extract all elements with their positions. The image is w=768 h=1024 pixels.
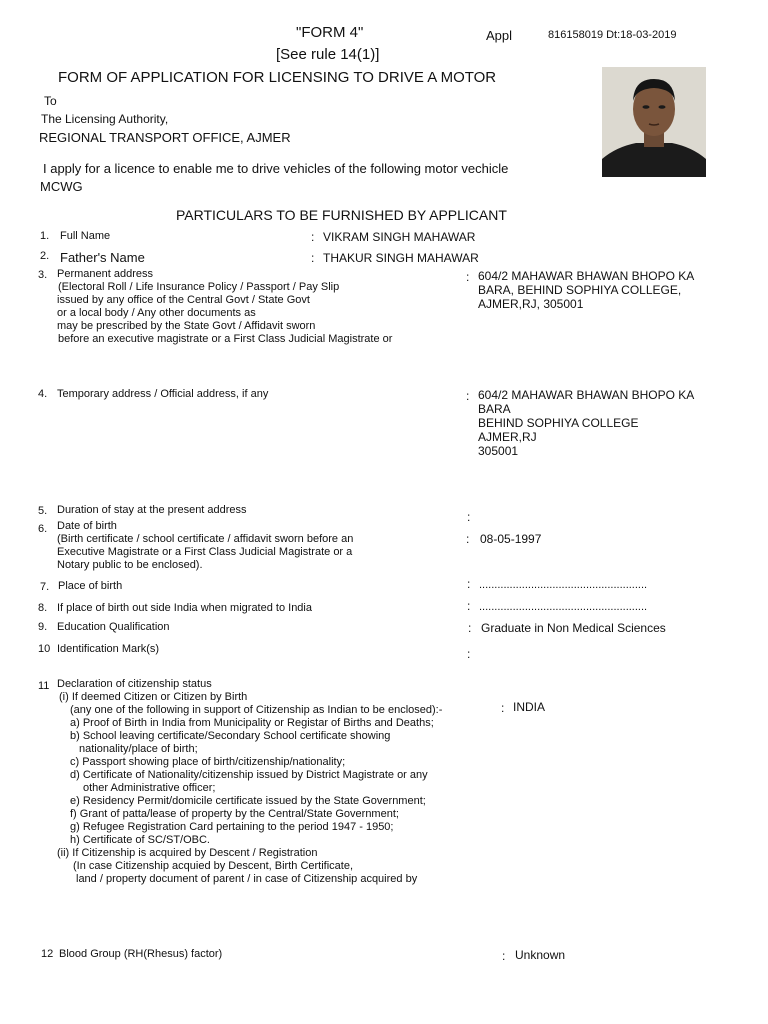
label-line: Permanent address <box>57 268 153 280</box>
citizenship-declaration-label <box>57 678 442 886</box>
full-name-label: Full Name <box>60 230 111 242</box>
date-of-birth-label <box>57 520 353 572</box>
field-number: 11 <box>38 680 50 692</box>
label-line: land / property document of parent / in case of Citizenship acquired by <box>76 873 418 885</box>
education-label: Education Qualification <box>57 621 170 633</box>
field-separator: : <box>467 510 471 524</box>
label-line: f) Grant of patta/lease of property by the Central/State Government; <box>70 808 399 820</box>
field-separator: : <box>466 270 470 284</box>
address-line: BEHIND SOPHIYA COLLEGE <box>478 416 639 430</box>
field-number: 2. <box>40 250 50 262</box>
field-separator: : <box>466 532 470 546</box>
field-separator: : <box>467 599 471 613</box>
blood-group-value: Unknown <box>515 948 566 962</box>
place-of-birth-value: ....................................................... <box>479 579 648 591</box>
field-number: 9. <box>38 621 48 633</box>
address-line: BARA, BEHIND SOPHIYA COLLEGE, <box>478 283 682 297</box>
label-line: e) Residency Permit/domicile certificate issued by the State Government; <box>70 795 426 807</box>
permanent-address-label <box>57 268 392 346</box>
field-number: 3. <box>38 269 48 281</box>
field-separator: : <box>501 701 505 715</box>
citizenship-value: INDIA <box>513 700 546 714</box>
label-line: (Birth certificate / school certificate / affidavit sworn before an <box>57 533 354 545</box>
address-line: BARA <box>478 402 511 416</box>
label-line: d) Certificate of Nationality/citizenship issued by District Magistrate or any <box>70 769 428 781</box>
label-line: Date of birth <box>57 520 117 532</box>
form-number: "FORM 4" <box>296 24 364 41</box>
to-label: To <box>44 94 57 108</box>
form-title: FORM OF APPLICATION FOR LICENSING TO DRIVE A MOTOR <box>58 69 497 86</box>
father-name-value: THAKUR SINGH MAHAWAR <box>323 251 479 265</box>
address-line: AJMER,RJ <box>478 430 537 444</box>
label-line: g) Refugee Registration Card pertaining to the period 1947 - 1950; <box>70 821 394 833</box>
migration-value: ....................................................... <box>479 601 648 613</box>
address-line: 604/2 MAHAWAR BHAWAN BHOPO KA <box>478 388 695 402</box>
vehicle-class: MCWG <box>40 179 83 194</box>
field-separator: : <box>467 647 471 661</box>
label-line: issued by any office of the Central Govt / State Govt <box>57 294 310 306</box>
rto-office: REGIONAL TRANSPORT OFFICE, AJMER <box>39 130 291 145</box>
field-number: 7. <box>40 581 50 593</box>
label-line: (Electoral Roll / Life Insurance Policy / Passport / Pay Slip <box>58 281 340 293</box>
field-number: 10 <box>38 643 51 655</box>
applicant-photo <box>602 67 706 177</box>
label-line: Notary public to be enclosed). <box>57 559 203 571</box>
appl-label: Appl <box>486 28 513 43</box>
label-line: (ii) If Citizenship is acquired by Descent / Registration <box>57 847 318 859</box>
label-line: Executive Magistrate or a First Class Judicial Magistrate or a <box>57 546 353 558</box>
field-separator: : <box>311 251 315 265</box>
identification-marks-label: Identification Mark(s) <box>57 643 160 655</box>
field-separator: : <box>466 389 470 403</box>
permanent-address-value <box>478 269 694 311</box>
full-name-value: VIKRAM SINGH MAHAWAR <box>323 230 476 244</box>
field-number: 4. <box>38 388 48 400</box>
address-line: 305001 <box>478 444 519 458</box>
field-number: 6. <box>38 523 48 535</box>
label-line: or a local body / Any other documents as <box>57 307 256 319</box>
label-line: (In case Citizenship acquied by Descent, Birth Certificate, <box>73 860 354 872</box>
migration-label: If place of birth out side India when migrated to India <box>57 602 312 614</box>
father-name-label: Father's Name <box>60 250 145 265</box>
address-line: 604/2 MAHAWAR BHAWAN BHOPO KA <box>478 269 695 283</box>
application-number: 816158019 Dt:18-03-2019 <box>548 29 677 41</box>
application-statement: I apply for a licence to enable me to drive vehicles of the following motor vechicle <box>43 161 509 176</box>
section-heading: PARTICULARS TO BE FURNISHED BY APPLICANT <box>176 207 507 223</box>
field-separator: : <box>502 949 506 963</box>
label-line: h) Certificate of SC/ST/OBC. <box>70 834 210 846</box>
label-line: a) Proof of Birth in India from Municipality or Registar of Births and Deaths; <box>70 717 434 729</box>
field-separator: : <box>467 577 471 591</box>
label-line: may be prescribed by the State Govt / Affidavit sworn <box>57 320 316 332</box>
label-line: (i) If deemed Citizen or Citizen by Birth <box>59 691 248 703</box>
address-line: AJMER,RJ, 305001 <box>478 297 584 311</box>
date-of-birth-value: 08-05-1997 <box>480 532 542 546</box>
field-separator: : <box>311 230 315 244</box>
place-of-birth-label: Place of birth <box>58 580 123 592</box>
applicant-photo-image <box>602 67 706 177</box>
authority-label: The Licensing Authority, <box>41 112 169 126</box>
label-line: other Administrative officer; <box>83 782 216 794</box>
duration-of-stay-label: Duration of stay at the present address <box>57 504 247 516</box>
label-line: c) Passport showing place of birth/citizenship/nationality; <box>70 756 346 768</box>
field-separator: : <box>468 621 472 635</box>
label-line: before an executive magistrate or a First Class Judicial Magistrate or <box>58 333 393 345</box>
label-line: b) School leaving certificate/Secondary School certificate showing <box>70 730 391 742</box>
label-line: (any one of the following in support of Citizenship as Indian to be enclosed):- <box>70 704 443 716</box>
temporary-address-value <box>478 388 694 458</box>
field-number: 12 <box>41 948 54 960</box>
field-number: 5. <box>38 505 48 517</box>
label-line: Declaration of citizenship status <box>57 678 212 690</box>
rule-reference: [See rule 14(1)] <box>276 46 380 63</box>
education-value: Graduate in Non Medical Sciences <box>481 621 666 635</box>
label-line: nationality/place of birth; <box>79 743 198 755</box>
field-number: 8. <box>38 602 48 614</box>
field-number: 1. <box>40 230 50 242</box>
blood-group-label: Blood Group (RH(Rhesus) factor) <box>59 948 223 960</box>
temporary-address-label: Temporary address / Official address, if any <box>57 388 269 400</box>
